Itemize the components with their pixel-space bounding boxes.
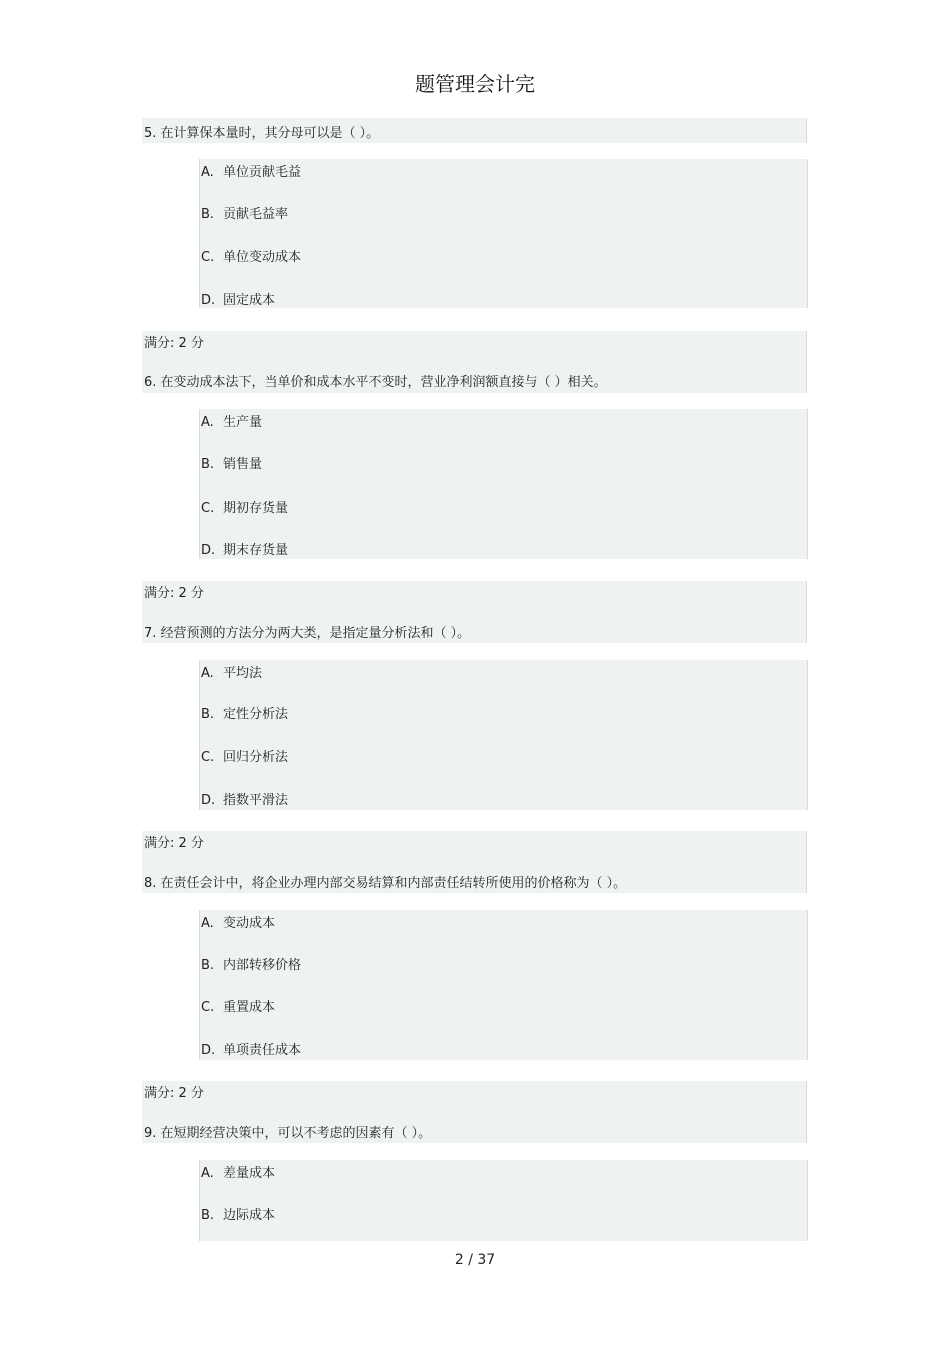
option-letter: B.: [201, 707, 215, 722]
option-text: 差量成本: [223, 1166, 276, 1181]
options-block: [199, 1160, 808, 1241]
question-text: 8. 在责任会计中，将企业办理内部交易结算和内部责任结转所使用的价格称为（ ）。: [144, 876, 627, 891]
option-text: 贡献毛益率: [223, 207, 289, 222]
option: [201, 746, 288, 765]
question-text: 7. 经营预测的方法分为两大类，是指定量分析法和（ ）。: [144, 626, 471, 641]
option-text: 单项责任成本: [223, 1043, 302, 1058]
question-text: 9. 在短期经营决策中，可以不考虑的因素有（ ）。: [144, 1126, 432, 1141]
option-letter: C.: [201, 1000, 215, 1015]
option-text: 单位贡献毛益: [223, 165, 302, 180]
option: [201, 289, 275, 308]
option-text: 变动成本: [223, 916, 276, 931]
option: [201, 453, 262, 472]
option: [201, 954, 301, 973]
option-text: 平均法: [223, 666, 263, 681]
option: [201, 203, 288, 222]
option-letter: C.: [201, 250, 215, 265]
question-block: [142, 118, 807, 143]
option: [201, 1204, 275, 1223]
question-text: 5. 在计算保本量时，其分母可以是（ ）。: [144, 126, 380, 141]
score-text: 满分: 2 分: [144, 1086, 204, 1101]
option-text: 重置成本: [223, 1000, 276, 1015]
option-letter: B.: [201, 207, 215, 222]
option-letter: A.: [201, 916, 214, 931]
option-text: 边际成本: [223, 1208, 276, 1223]
option-letter: A.: [201, 1166, 214, 1181]
option: [201, 662, 262, 681]
page-separator: /: [468, 1252, 473, 1268]
option-letter: B.: [201, 958, 215, 973]
option-letter: A.: [201, 165, 214, 180]
option-text: 定性分析法: [223, 707, 289, 722]
options-block: [199, 660, 808, 810]
option-text: 内部转移价格: [223, 958, 302, 973]
option-letter: D.: [201, 293, 216, 308]
option-letter: D.: [201, 793, 216, 808]
option-text: 单位变动成本: [223, 250, 302, 265]
score-text: 满分: 2 分: [144, 336, 204, 351]
page-current: 2: [454, 1252, 464, 1268]
option-letter: D.: [201, 543, 216, 558]
score-text: 满分: 2 分: [144, 586, 204, 601]
page-title: 题管理会计完: [415, 72, 535, 96]
option-letter: D.: [201, 1043, 216, 1058]
option-text: 期末存货量: [223, 543, 289, 558]
option: [201, 246, 301, 265]
options-block: [199, 159, 808, 308]
question-block: [142, 831, 807, 893]
question-block: [142, 331, 807, 393]
option: [201, 703, 288, 722]
options-block: [199, 910, 808, 1060]
option-letter: C.: [201, 750, 215, 765]
option: [201, 161, 301, 180]
option-text: 生产量: [223, 415, 263, 430]
option-letter: C.: [201, 501, 215, 516]
question-block: [142, 581, 807, 643]
option-text: 回归分析法: [223, 750, 289, 765]
option: [201, 996, 275, 1015]
option-letter: A.: [201, 666, 214, 681]
option: [201, 789, 288, 808]
option: [201, 497, 288, 516]
option-text: 指数平滑法: [223, 793, 289, 808]
option-text: 期初存货量: [223, 501, 289, 516]
option: [201, 1162, 275, 1181]
option-letter: B.: [201, 1208, 215, 1223]
page-total: 37: [477, 1252, 496, 1268]
option-letter: B.: [201, 457, 215, 472]
question-text: 6. 在变动成本法下，当单价和成本水平不变时，营业净利润额直接与（ ）相关。: [144, 375, 607, 390]
option-text: 固定成本: [223, 293, 276, 308]
option-text: 销售量: [223, 457, 263, 472]
page-indicator: [0, 1252, 950, 1268]
option: [201, 411, 262, 430]
option: [201, 539, 288, 558]
question-block: [142, 1081, 807, 1143]
score-text: 满分: 2 分: [144, 836, 204, 851]
option: [201, 1039, 301, 1058]
option: [201, 912, 275, 931]
options-block: [199, 409, 808, 559]
option-letter: A.: [201, 415, 214, 430]
